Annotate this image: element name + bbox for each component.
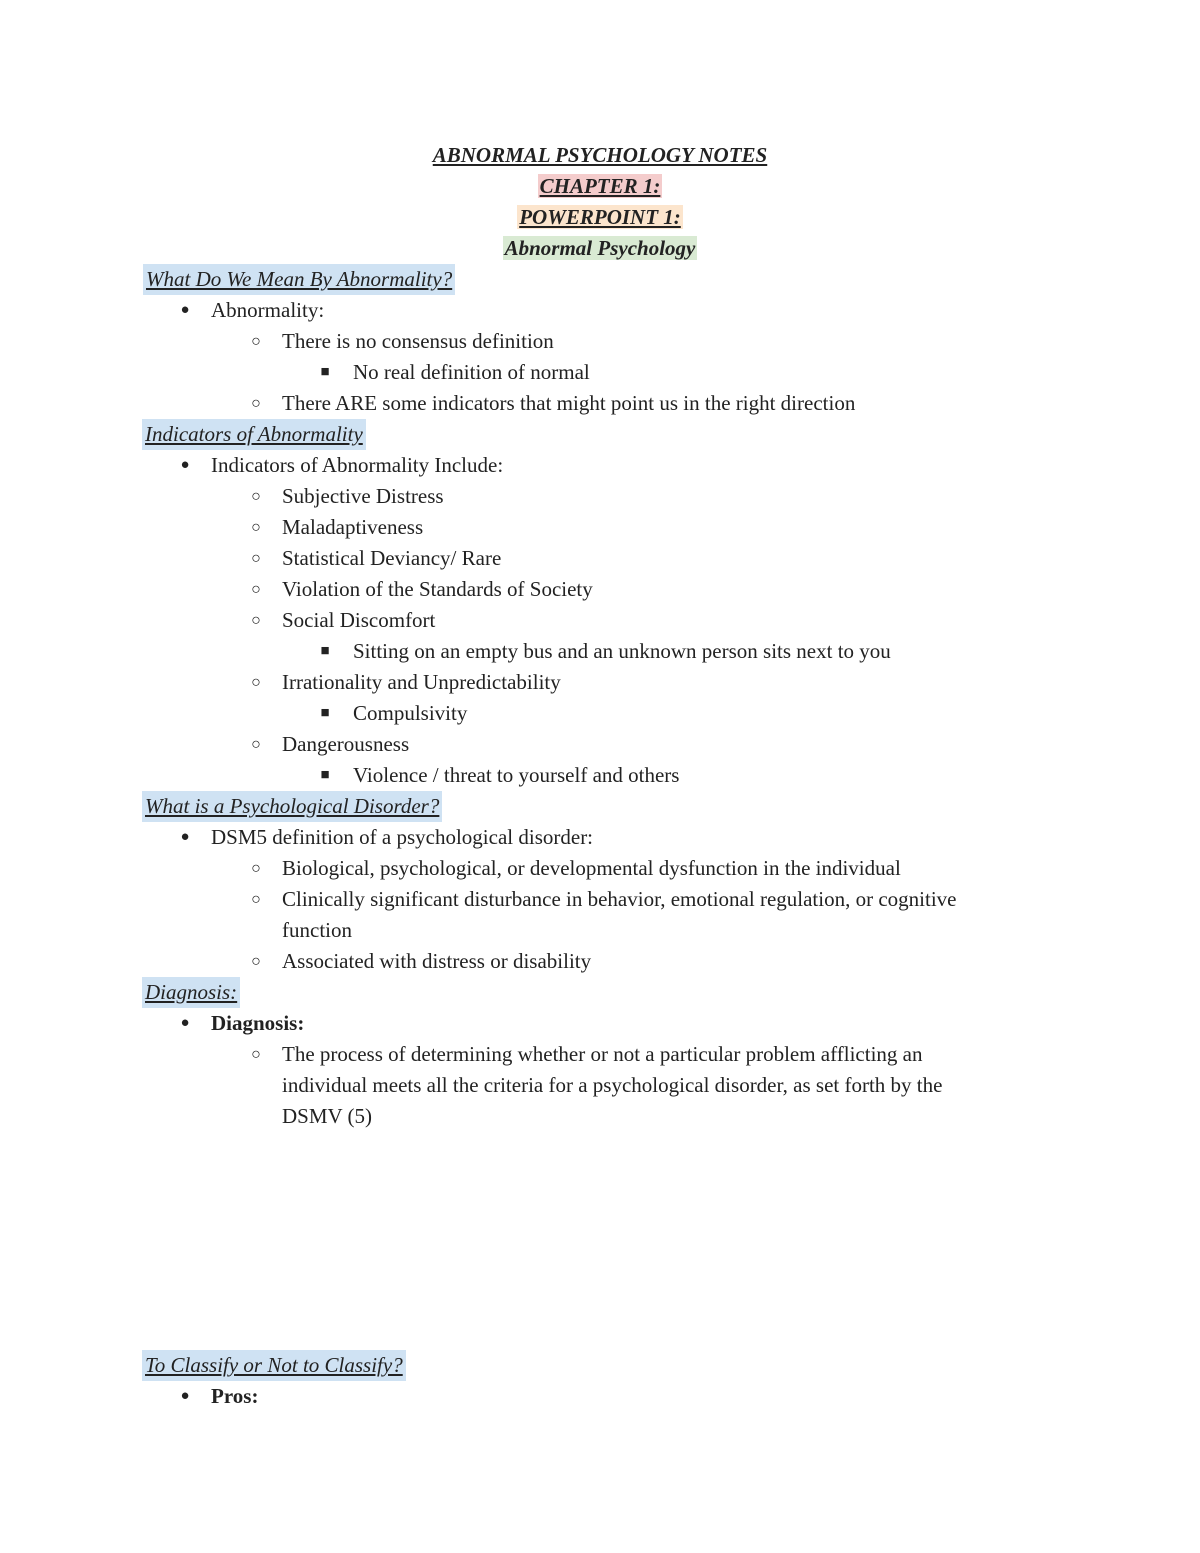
bullet-circle-icon: ○ [251, 953, 261, 970]
list-item-continuation: individual meets all the criteria for a psychological disorder, as set forth by the [282, 1073, 943, 1097]
list-item-text: Indicators of Abnormality Include: [211, 453, 504, 477]
bullet-circle-icon: ○ [251, 674, 261, 691]
list-item-text: There is no consensus definition [282, 329, 554, 353]
bullet-square-icon: ■ [320, 643, 330, 659]
bullet-circle-icon: ○ [251, 550, 261, 567]
bullet-circle-icon: ○ [251, 891, 261, 908]
bullet-dot-icon: ● [180, 1388, 190, 1404]
list-item-text: Dangerousness [282, 732, 410, 756]
bullet-dot-icon: ● [180, 829, 190, 845]
section-heading-disorder: What is a Psychological Disorder? [142, 791, 442, 822]
list-item-text: Associated with distress or disability [282, 949, 592, 973]
section-heading-classify: To Classify or Not to Classify? [142, 1350, 406, 1381]
bullet-square-icon: ■ [320, 767, 330, 783]
bullet-circle-icon: ○ [251, 1046, 261, 1063]
list-item-text: Social Discomfort [282, 608, 436, 632]
list-item-text: Maladaptiveness [282, 515, 424, 539]
bullet-circle-icon: ○ [251, 860, 261, 877]
bullet-circle-icon: ○ [251, 612, 261, 629]
bullet-dot-icon: ● [180, 302, 190, 318]
list-item-text: Violation of the Standards of Society [282, 577, 593, 601]
section-heading-abnormality: What Do We Mean By Abnormality? [143, 264, 455, 295]
bullet-circle-icon: ○ [251, 488, 261, 505]
list-item-continuation: DSMV (5) [282, 1104, 373, 1128]
list-item-text: Irrationality and Unpredictability [282, 670, 561, 694]
list-item-text: Biological, psychological, or developmental dysfunction in the individual [282, 856, 901, 880]
bullet-dot-icon: ● [180, 457, 190, 473]
doc-title-line [0, 140, 1200, 171]
bullet-square-icon: ■ [320, 705, 330, 721]
section-heading-diagnosis: Diagnosis: [142, 977, 240, 1008]
bullet-circle-icon: ○ [251, 519, 261, 536]
list-item-text: Compulsivity [353, 701, 468, 725]
list-item-text: DSM5 definition of a psychological disorder: [211, 825, 594, 849]
bullet-circle-icon: ○ [251, 333, 261, 350]
topic-title: Abnormal Psychology [504, 236, 696, 260]
list-item-text: Clinically significant disturbance in behavior, emotional regulation, or cognitive [282, 887, 957, 911]
bullet-dot-icon: ● [180, 1015, 190, 1031]
list-item-text: Subjective Distress [282, 484, 444, 508]
list-item-text: Statistical Deviancy/ Rare [282, 546, 502, 570]
chapter-line [0, 171, 1200, 202]
list-item-text: Sitting on an empty bus and an unknown person sits next to you [353, 639, 891, 663]
powerpoint-title: POWERPOINT 1: [519, 205, 681, 229]
list-item-text: The process of determining whether or not a particular problem afflicting an [282, 1042, 923, 1066]
list-item-text: Violence / threat to yourself and others [353, 763, 680, 787]
section-heading-indicators: Indicators of Abnormality [142, 419, 366, 450]
bullet-circle-icon: ○ [251, 736, 261, 753]
bullet-circle-icon: ○ [251, 395, 261, 412]
list-item-text: Diagnosis: [211, 1011, 305, 1035]
list-item-continuation: function [282, 918, 352, 942]
powerpoint-line [0, 202, 1200, 233]
list-item-text: Pros: [211, 1384, 259, 1408]
list-item-text: Abnormality: [211, 298, 325, 322]
topic-line [0, 233, 1200, 264]
list-item-text: No real definition of normal [353, 360, 590, 384]
bullet-circle-icon: ○ [251, 581, 261, 598]
doc-title: ABNORMAL PSYCHOLOGY NOTES [432, 143, 768, 167]
chapter-title: CHAPTER 1: [539, 174, 661, 198]
list-item-text: There ARE some indicators that might point us in the right direction [282, 391, 856, 415]
bullet-square-icon: ■ [320, 364, 330, 380]
